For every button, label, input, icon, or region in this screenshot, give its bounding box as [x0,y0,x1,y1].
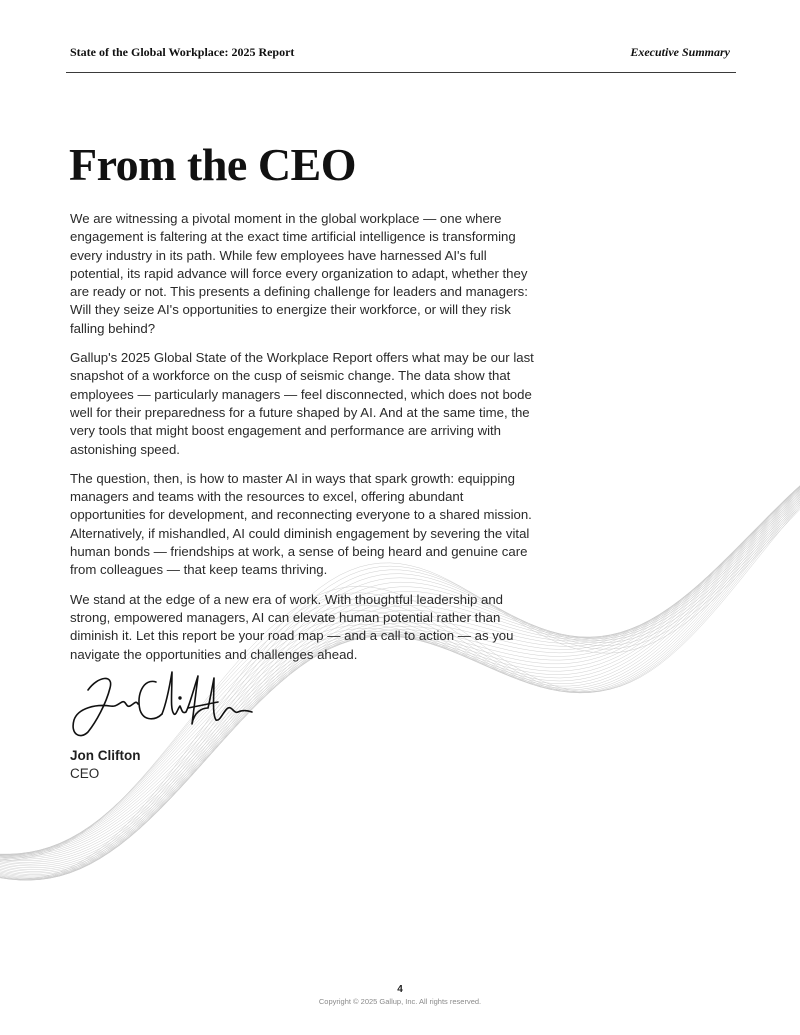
paragraph: Gallup's 2025 Global State of the Workplace Report offers what may be our last snapshot of a workforce on the cusp of seismic change. The data show that employees — particularly managers — feel disconnected, which does not bode well for their preparedness for a future shaped by AI. And at the same time, the very tools that might boost engagement and performance are arriving with astonishing speed. [70,350,534,457]
section-title: Executive Summary [630,45,730,59]
copyright-notice: Copyright © 2025 Gallup, Inc. All rights reserved. [318,997,482,1006]
signatory-role: CEO [70,766,100,781]
report-title: State of the Global Workplace: 2025 Report [70,45,295,59]
paragraph: The question, then, is how to master AI in ways that spark growth: equipping managers and teams with the resources to excel, offering abundant opportunities for development, and reconnecting everyone to a shared mission. Alternatively, if mishandled, AI could diminish engagement by severing the vital human bonds — friendships at work, a sense of being heard and genuine care from colleagues — that keep teams thriving. [70,470,532,578]
page-header [66,40,736,73]
signatory-name: Jon Clifton [70,748,141,763]
paragraph: We are witnessing a pivotal moment in the global workplace — one where engagement is faltering at the exact time artificial intelligence is transforming every industry in its path. While few employees have harnessed AI's full potential, its rapid advance will force every organization to adapt, whether they are ready or not. This presents a defining challenge for leaders and managers: Will they seize AI's opportunities to energize their workforce, or will they risk falling behind? [70,211,528,336]
page-number: 4 [397,984,403,995]
signature-image [66,664,256,742]
paragraph: We stand at the edge of a new era of work. With thoughtful leadership and strong, empowered managers, AI can elevate human potential rather than diminish it. Let this report be your road map — and a call to action — as you navigate the opportunities and challenges ahead. [70,591,514,662]
page-title: From the CEO [69,139,357,190]
letter-body [70,210,542,675]
